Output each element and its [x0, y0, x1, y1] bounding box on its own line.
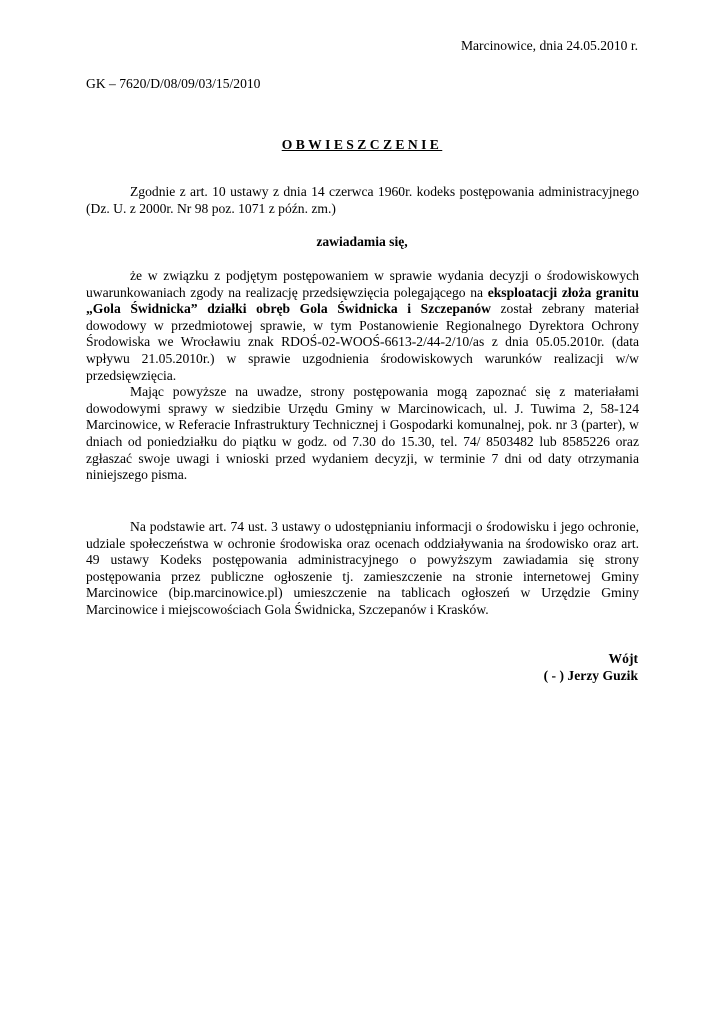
- signature-name: ( - ) Jerzy Guzik: [543, 668, 638, 683]
- project-name: eksploatacji złoża granitu „Gola Świdnicka” działki obręb Gola Świdnicka i Szczepanów: [86, 284, 639, 317]
- reference-number: GK – 7620/D/08/09/03/15/2010: [86, 76, 261, 91]
- notice-paragraph-2: Mając powyższe na uwadze, strony postępowania mogą zapoznać się z materiałami dowodowymi sprawy w siedzibie Urzędu Gminy w Marcinowicach, ul. J. Tuwima 2, 58-124 Marcinowice, w Referacie Infrastruktury Technicznej i Gospodarki komunalnej, pok. nr 3 (parter), w dniach od poniedziałku do piątku w godz. od 7.30 do 15.30, tel. 74/ 8503482 lub 8585226 oraz zgłaszać swoje uwagi i wnioski przed wydaniem decyzji, w terminie 7 dni od daty otrzymania niniejszego pisma.: [86, 384, 639, 483]
- notice-body: [86, 268, 639, 484]
- legal-basis-paragraph: [86, 184, 639, 217]
- notice-paragraph-3: Na podstawie art. 74 ust. 3 ustawy o udostępnianiu informacji o środowisku i jego ochronie, udziale społeczeństwa w ochronie środowiska oraz ocenach oddziaływania na środowisko oraz art. 49 ustawy Kodeks postępowania administracyjnego o powyższym zawiadamia się strony postępowania przez publiczne ogłoszenie tj. zamieszczenie na stronie internetowej Gminy Marcinowice (bip.marcinowice.pl) umieszczenie na tablicach ogłoszeń w Urzędzie Gminy Marcinowice i miejscowościach Gola Świdnicka, Szczepanów i Krasków.: [86, 519, 639, 617]
- document-title: OBWIESZCZENIE: [281, 137, 443, 152]
- place-date: Marcinowice, dnia 24.05.2010 r.: [460, 38, 638, 53]
- legal-basis-text: Zgodnie z art. 10 ustawy z dnia 14 czerwca 1960r. kodeks postępowania administracyjnego (Dz. U. z 2000r. Nr 98 poz. 1071 z późn. zm.): [86, 184, 639, 216]
- announcement-heading: zawiadamia się,: [316, 234, 408, 249]
- notice-p1-end: został zebrany materiał dowodowy w przedmiotowej sprawie, w tym Postanowienie Regionalnego Dyrektora Ochrony Środowiska we Wrocławiu znak RDOŚ-02-WOOŚ-6613-2/44-2/10/as z dnia 05.05.2010r. (data wpływu 21.05.2010r.) w sprawie uzgodnienia środowiskowych warunków realizacji w/w przedsięwzięcia.: [86, 301, 639, 383]
- notice-p1-start: że w związku z podjętym postępowaniem w sprawie wydania decyzji o środowiskowych uwarunkowaniach zgody na realizację przedsięwzięcia polegającego na: [86, 268, 639, 300]
- notice-paragraph-1: [86, 268, 639, 384]
- public-notice-paragraph: [86, 519, 639, 619]
- signature-role: Wójt: [608, 651, 638, 666]
